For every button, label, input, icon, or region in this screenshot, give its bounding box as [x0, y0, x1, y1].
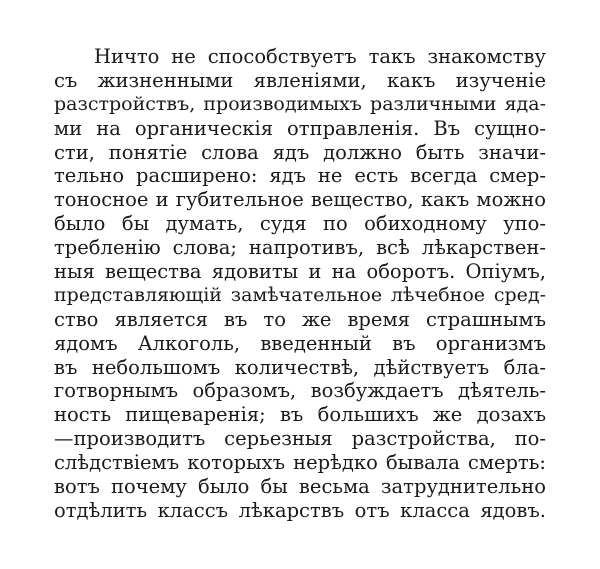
text-line: тельно расширено: ядъ не есть всегда смер- — [54, 164, 546, 188]
text-line: требленію слова; напротивъ, всѣ лѣкарствен- — [54, 236, 546, 260]
text-line: —производитъ серьезныя разстройства, по- — [54, 427, 546, 451]
text-line: ми на органическія отправленія. Въ сущно- — [54, 116, 546, 140]
text-line: въ небольшомъ количествѣ, дѣйствуетъ бла- — [54, 355, 546, 379]
text-line: сти, понятіе слова ядъ должно быть значи- — [54, 140, 546, 164]
text-line: отдѣлить классъ лѣкарствъ отъ класса ядовъ. — [54, 498, 546, 522]
text-line: ядомъ Алкоголь, введенный въ организмъ — [54, 331, 546, 355]
text-line: вотъ почему было бы весьма затруднительно — [54, 475, 546, 499]
body-paragraph — [54, 45, 546, 523]
text-line: ство является въ то же время страшнымъ — [54, 307, 546, 331]
text-line: ныя вещества ядовиты и на оборотъ. Опіумъ, — [54, 260, 546, 284]
text-line: ность пищеваренія; въ большихъ же дозахъ — [54, 403, 546, 427]
text-line: слѣдствіемъ которыхъ нерѣдко бывала смерть: — [54, 451, 546, 475]
text-line: было бы думать, судя по обиходному упо- — [54, 212, 546, 236]
text-line: тоносное и губительное вещество, какъ можно — [54, 188, 546, 212]
text-line: Ничто не способствуетъ такъ знакомству — [94, 45, 546, 68]
text-line: съ жизненными явленіями, какъ изученіе — [54, 68, 546, 92]
text-line: готворнымъ образомъ, возбуждаетъ дѣятель- — [54, 379, 546, 403]
text-line: разстройствъ, производимыхъ различными яда- — [54, 92, 546, 115]
text-line: представляющій замѣчательное лѣчебное сред- — [54, 283, 546, 306]
